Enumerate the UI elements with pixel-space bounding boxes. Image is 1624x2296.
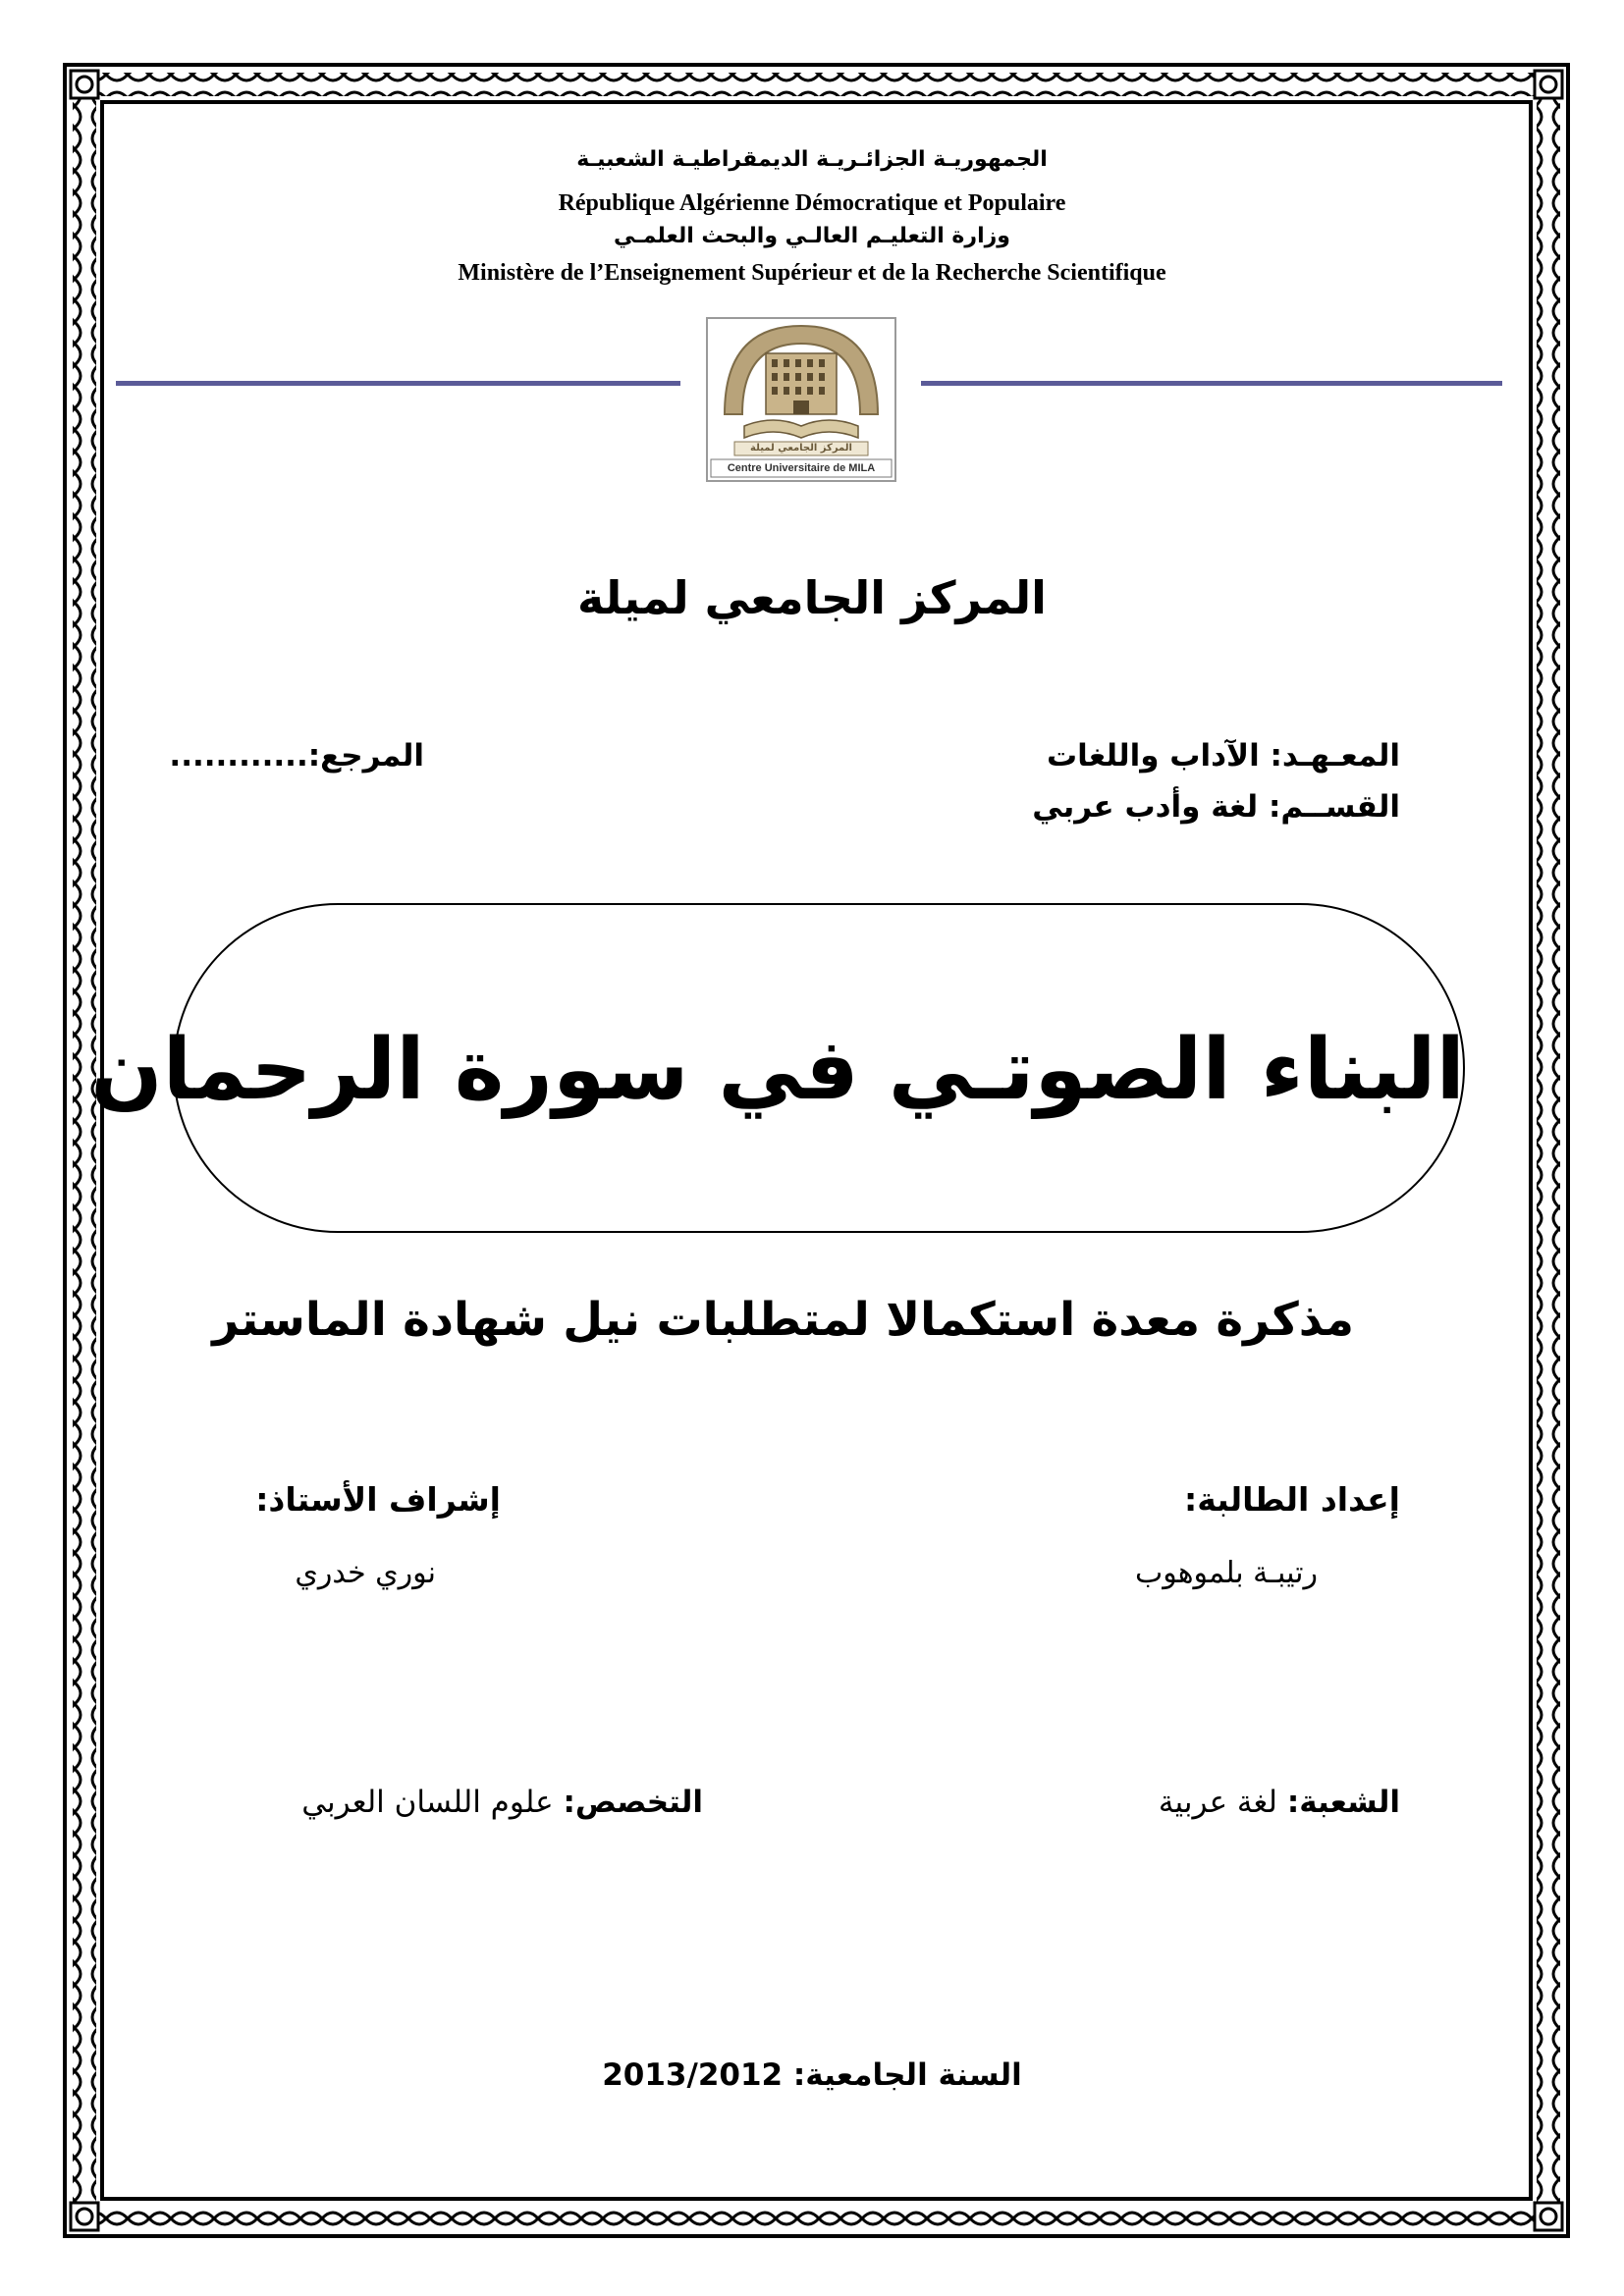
thesis-title: البناء الصوتـي في سورة الرحمان (90, 1021, 1465, 1119)
academic-year-line (0, 2057, 1624, 2093)
header-ministry-ar: وزارة التعليـم العالـي والبحث العلمـي (614, 224, 1010, 248)
supervisor-name: نوري خدري (295, 1556, 436, 1590)
logo-caption-ar: المركز الجامعي لميلة (750, 443, 852, 454)
specialty-line (301, 1785, 703, 1820)
supervisor-label: إشراف الأستاذ: (255, 1480, 501, 1519)
header-republic-fr: République Algérienne Démocratique et Populaire (558, 190, 1066, 216)
header-republic-ar: الجمهوريـة الجزائـريـة الديمقراطيـة الشعبيـة (576, 147, 1048, 172)
student-label: إعداد الطالبة: (1184, 1480, 1400, 1519)
institution-title: المركز الجامعي لميلة (577, 571, 1047, 624)
header-ministry-fr: Ministère de l’Enseignement Supérieur et de la Recherche Scientifique (458, 260, 1166, 286)
specialty-value: علوم اللسان العربي (301, 1785, 554, 1820)
university-logo (705, 316, 897, 483)
thesis-subtitle: مذكرة معدة استكمالا لمتطلبات نيل شهادة الماستر (212, 1293, 1354, 1347)
student-name: رتيبـة بلموهوب (1134, 1556, 1318, 1590)
logo-emblem-icon (705, 316, 897, 483)
header-rule-left (116, 381, 680, 386)
branch-value: لغة عربية (1158, 1785, 1277, 1820)
logo-caption: Centre Universitaire de MILA (727, 462, 876, 474)
institute-line: المعـهـد: الآداب واللغات (1047, 738, 1400, 774)
branch-line (1159, 1785, 1400, 1820)
branch-label: الشعبة: (1286, 1785, 1400, 1820)
department-line: القســم: لغة وأدب عربي (1032, 789, 1400, 825)
academic-year-label: السنة الجامعية: (792, 2057, 1022, 2093)
specialty-label: التخصص: (563, 1785, 703, 1820)
header-rule-right (921, 381, 1502, 386)
academic-year-value: 2013/2012 (602, 2057, 784, 2093)
reference-line: المرجع:............ (169, 738, 424, 774)
